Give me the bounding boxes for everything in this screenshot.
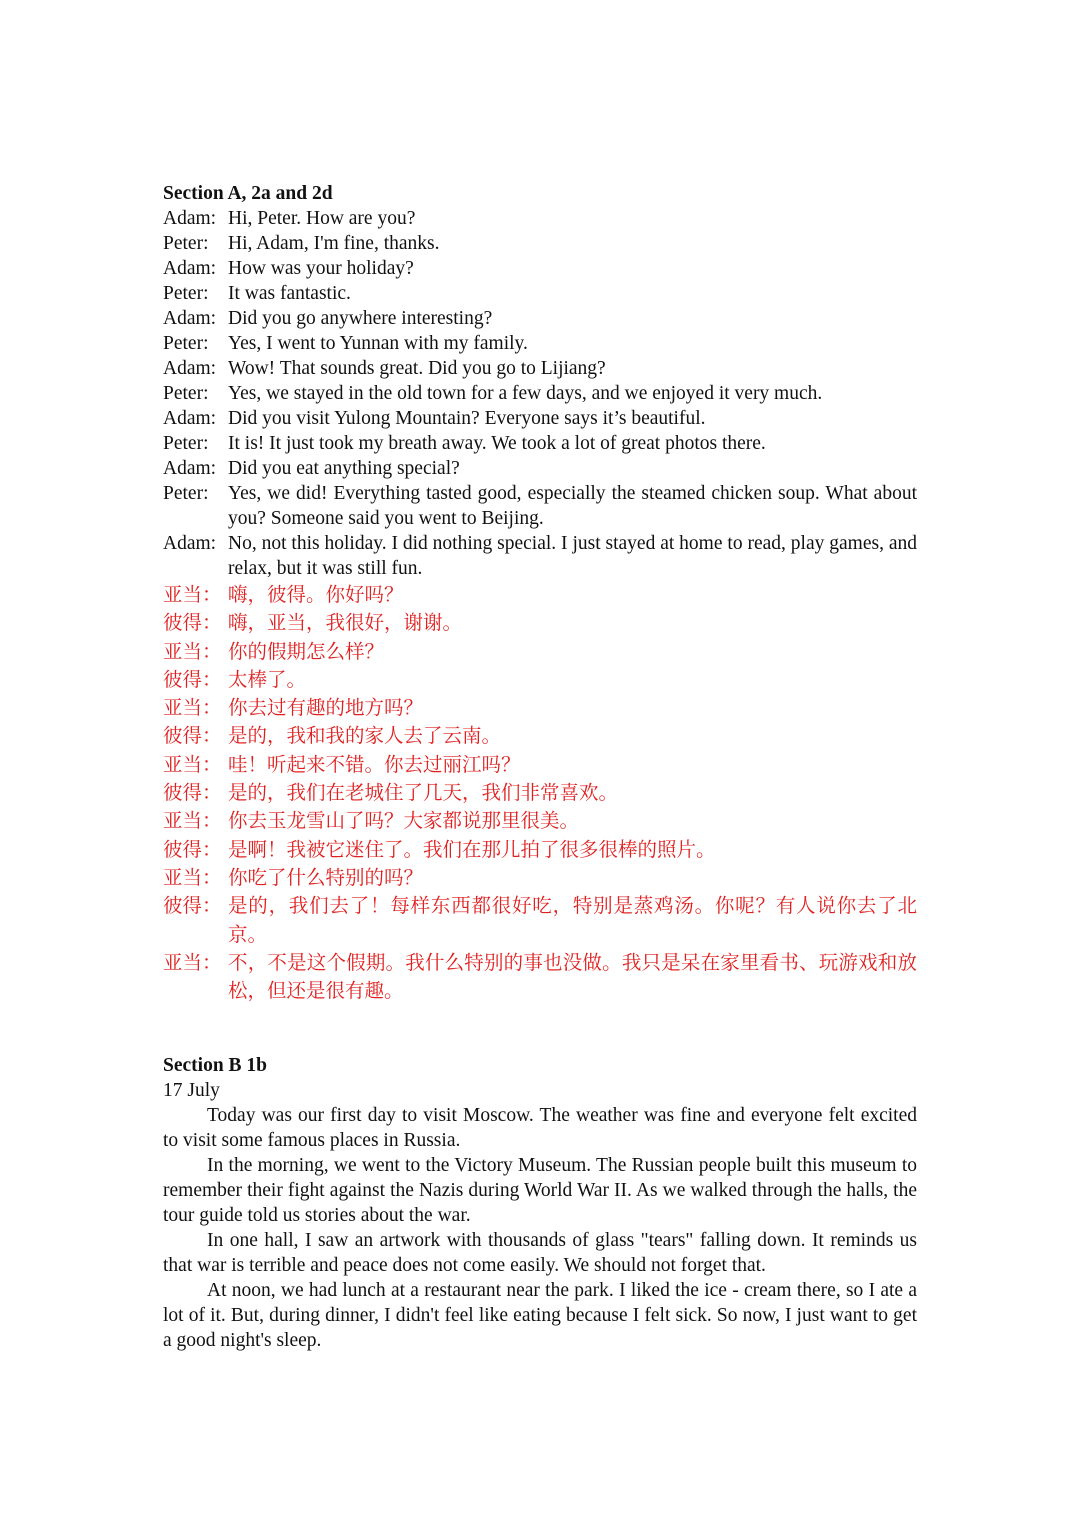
- translation-text: 你去玉龙雪山了吗？大家都说那里很美。: [228, 809, 580, 833]
- dialogue-text: It was fantastic.: [228, 283, 351, 304]
- translation-text: 不，不是这个假期。我什么特别的事也没做。我只是呆在家里看书、玩游戏和放松，但还是很有趣。: [228, 950, 917, 1003]
- dialogue-text: Yes, we stayed in the old town for a few days, and we enjoyed it very much.: [228, 383, 823, 404]
- translation-line: [163, 722, 917, 750]
- translation-line: [163, 836, 917, 864]
- speaker-label: Peter:: [163, 333, 209, 354]
- speaker-label: Adam:: [163, 358, 217, 379]
- translation-line: [163, 638, 917, 666]
- dialogue-text: How was your holiday?: [228, 258, 414, 279]
- translation-line: [163, 581, 917, 609]
- dialogue-text: Hi, Peter. How are you?: [228, 208, 416, 229]
- speaker-label: 亚当：: [163, 809, 222, 833]
- translation-text: 太棒了。: [228, 667, 307, 691]
- translation-text: 是啊！我被它迷住了。我们在那儿拍了很多很棒的照片。: [228, 837, 716, 861]
- speaker-label: Adam:: [163, 258, 217, 279]
- translation-line: [163, 779, 917, 807]
- speaker-label: 亚当：: [163, 583, 222, 606]
- translation-line: [163, 807, 917, 835]
- dialogue-line: [163, 406, 917, 431]
- speaker-label: Peter:: [163, 433, 209, 454]
- dialogue-text: It is! It just took my breath away. We took a lot of great photos there.: [228, 433, 766, 454]
- translation-text: 你的假期怎么样？: [228, 639, 385, 663]
- speaker-label: Peter:: [163, 483, 209, 504]
- translation-text: 嗨，彼得。你好吗？: [228, 583, 404, 606]
- speaker-label: 亚当：: [163, 696, 222, 720]
- speaker-label: 彼得：: [163, 781, 222, 805]
- dialogue-line: [163, 381, 917, 406]
- translation-line: [163, 694, 917, 722]
- dialogue-line: [163, 356, 917, 381]
- diary-paragraph: Today was our first day to visit Moscow. The weather was fine and everyone felt excited to visit some famous places in Russia.: [163, 1105, 917, 1152]
- dialogue-text: No, not this holiday. I did nothing special. I just stayed at home to read, play games, and relax, but it was still fun.: [228, 533, 917, 579]
- speaker-label: Peter:: [163, 383, 209, 404]
- translation-text: 是的，我们在老城住了几天，我们非常喜欢。: [228, 781, 619, 805]
- dialogue-line: [163, 431, 917, 456]
- dialogue-line: [163, 481, 917, 531]
- dialogue-text: Yes, we did! Everything tasted good, especially the steamed chicken soup. What about you? Someone said you went to Beijing.: [228, 483, 917, 529]
- chinese-translation: [163, 581, 917, 1005]
- dialogue-text: Did you eat anything special?: [228, 458, 460, 479]
- dialogue-line: [163, 206, 917, 231]
- dialogue-line: [163, 256, 917, 281]
- translation-text: 嗨，亚当，我很好，谢谢。: [228, 611, 463, 635]
- section-a-heading: Section A, 2a and 2d: [163, 183, 333, 204]
- dialogue-text: Did you go anywhere interesting?: [228, 308, 493, 329]
- translation-text: 是的，我和我的家人去了云南。: [228, 724, 502, 748]
- speaker-label: Peter:: [163, 233, 209, 254]
- translation-line: [163, 751, 917, 779]
- speaker-label: 亚当：: [163, 950, 222, 974]
- translation-line: [163, 892, 917, 949]
- translation-text: 你吃了什么特别的吗？: [228, 865, 424, 889]
- speaker-label: Adam:: [163, 408, 217, 429]
- diary-paragraph: At noon, we had lunch at a restaurant near the park. I liked the ice - cream there, so I ate a lot of it. But, during dinner, I didn't feel like eating because I felt sick. So now, I just want to get a good night's sleep.: [163, 1280, 917, 1352]
- translation-line: [163, 666, 917, 694]
- speaker-label: 彼得：: [163, 894, 222, 918]
- diary-paragraph: In one hall, I saw an artwork with thousands of glass "tears" falling down. It reminds us that war is terrible and peace does not come easily. We should not forget that.: [163, 1230, 917, 1277]
- speaker-label: Adam:: [163, 308, 217, 329]
- speaker-label: 彼得：: [163, 837, 222, 861]
- section-spacer: [163, 1005, 917, 1053]
- dialogue-line: [163, 306, 917, 331]
- speaker-label: 亚当：: [163, 865, 222, 889]
- dialogue-line: [163, 456, 917, 481]
- translation-text: 你去过有趣的地方吗？: [228, 696, 424, 720]
- translation-text: 哇！听起来不错。你去过丽江吗？: [228, 752, 521, 776]
- dialogue-text: Did you visit Yulong Mountain? Everyone says it’s beautiful.: [228, 408, 706, 429]
- speaker-label: Peter:: [163, 283, 209, 304]
- diary-paragraph: In the morning, we went to the Victory Museum. The Russian people built this museum to remember their fight against the Nazis during World War II. As we walked through the halls, the tour guide told us stories about the war.: [163, 1155, 917, 1227]
- translation-line: [163, 949, 917, 1006]
- diary-date: 17 July: [163, 1080, 220, 1102]
- speaker-label: 彼得：: [163, 667, 222, 691]
- document-content: [163, 181, 917, 1353]
- dialogue-line: [163, 331, 917, 356]
- translation-line: [163, 609, 917, 637]
- dialogue-text: Hi, Adam, I'm fine, thanks.: [228, 233, 440, 254]
- dialogue-line: [163, 231, 917, 256]
- speaker-label: 亚当：: [163, 639, 222, 663]
- speaker-label: Adam:: [163, 533, 217, 554]
- section-b-heading: Section B 1b: [163, 1055, 268, 1077]
- translation-line: [163, 864, 917, 892]
- translation-text: 是的，我们去了！每样东西都很好吃，特别是蒸鸡汤。你呢？有人说你去了北京。: [228, 894, 917, 946]
- dialogue-text: Yes, I went to Yunnan with my family.: [228, 333, 528, 354]
- speaker-label: 彼得：: [163, 611, 222, 635]
- dialogue-line: [163, 531, 917, 581]
- speaker-label: Adam:: [163, 208, 217, 229]
- english-dialogue: [163, 206, 917, 581]
- speaker-label: 亚当：: [163, 752, 222, 776]
- dialogue-line: [163, 281, 917, 306]
- dialogue-text: Wow! That sounds great. Did you go to Lijiang?: [228, 358, 606, 379]
- speaker-label: 彼得：: [163, 724, 222, 748]
- speaker-label: Adam:: [163, 458, 217, 479]
